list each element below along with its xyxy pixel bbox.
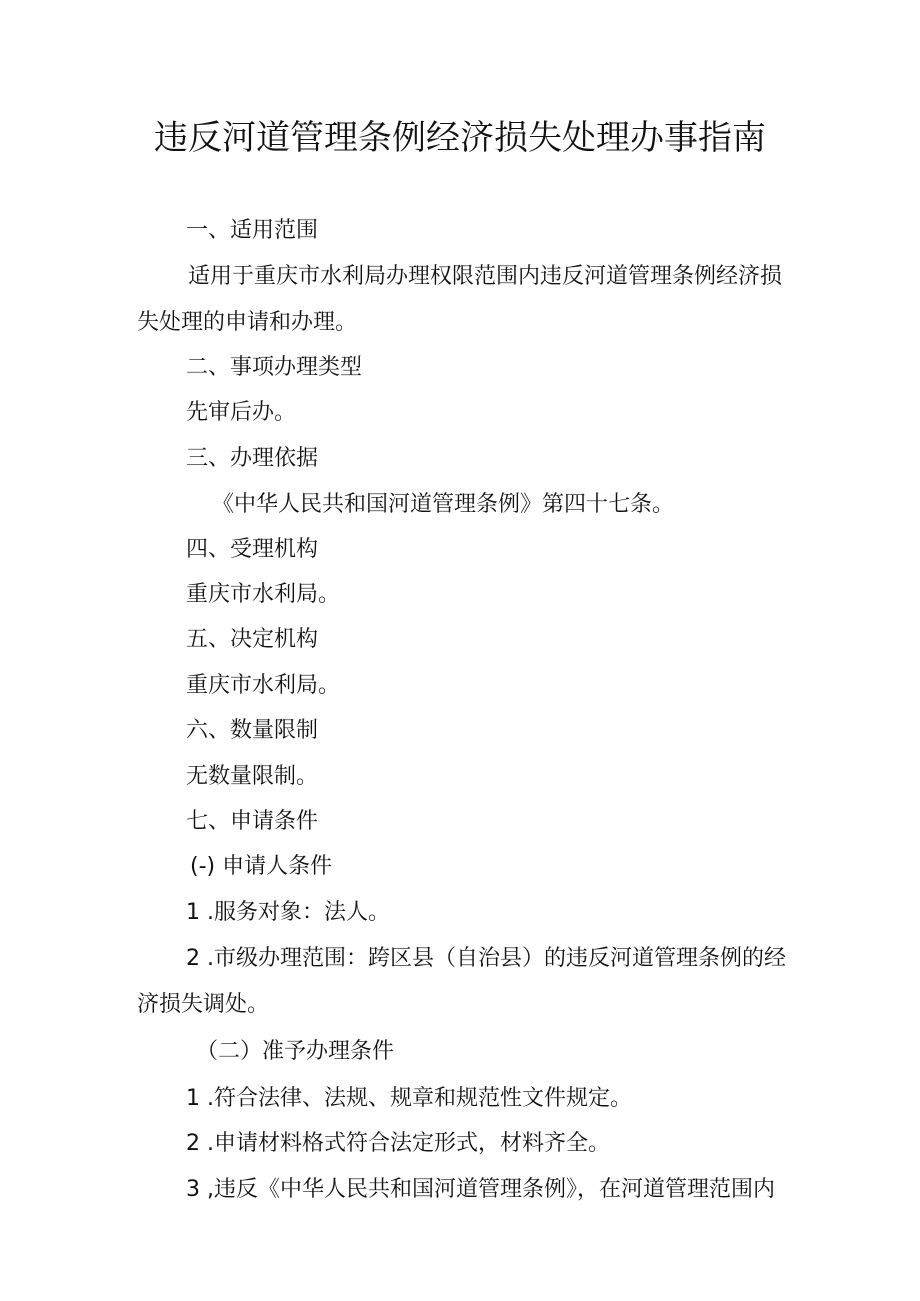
subheading-approval-conditions: （二）准予办理条件 [196, 1039, 395, 1064]
paragraph-quantity-limit: 无数量限制。 [186, 764, 319, 789]
document-title: 违反河道管理条例经济损失处理办事指南 [154, 118, 766, 158]
paragraph-type: 先审后办。 [186, 400, 297, 425]
section-heading-accepting-agency: 四、受理机构 [186, 537, 319, 562]
paragraph-basis: 《中华人民共和国河道管理条例》第四十七条。 [212, 492, 675, 517]
list-item-city-scope-line-2: 济损失调处。 [137, 992, 270, 1017]
list-item-city-scope-line-1: 2 .市级办理范围：跨区县（自治县）的违反河道管理条例的经 [186, 946, 786, 971]
section-heading-basis: 三、办理依据 [186, 446, 319, 471]
list-item-materials-format: 2 .申请材料格式符合法定形式，材料齐全。 [186, 1131, 610, 1156]
section-heading-deciding-agency: 五、决定机构 [186, 627, 319, 652]
list-item-violation: 3 ,违反《中华人民共和国河道管理条例》，在河道管理范围内 [186, 1177, 775, 1202]
paragraph-deciding-agency: 重庆市水利局。 [186, 673, 341, 698]
list-item-service-target: 1 .服务对象：法人。 [186, 900, 390, 925]
paragraph-scope-line-1: 适用于重庆市水利局办理权限范围内违反河道管理条例经济损 [188, 264, 783, 289]
section-heading-scope: 一、适用范围 [186, 218, 319, 243]
subheading-applicant-conditions: (-) 申请人条件 [190, 854, 333, 879]
section-heading-quantity-limit: 六、数量限制 [186, 718, 319, 743]
paragraph-scope-line-2: 失处理的申请和办理。 [137, 310, 358, 335]
list-item-legal-compliance: 1 .符合法律、法规、规章和规范性文件规定。 [186, 1086, 632, 1111]
paragraph-accepting-agency: 重庆市水利局。 [186, 582, 341, 607]
section-heading-conditions: 七、申请条件 [186, 809, 319, 834]
section-heading-type: 二、事项办理类型 [186, 355, 363, 380]
